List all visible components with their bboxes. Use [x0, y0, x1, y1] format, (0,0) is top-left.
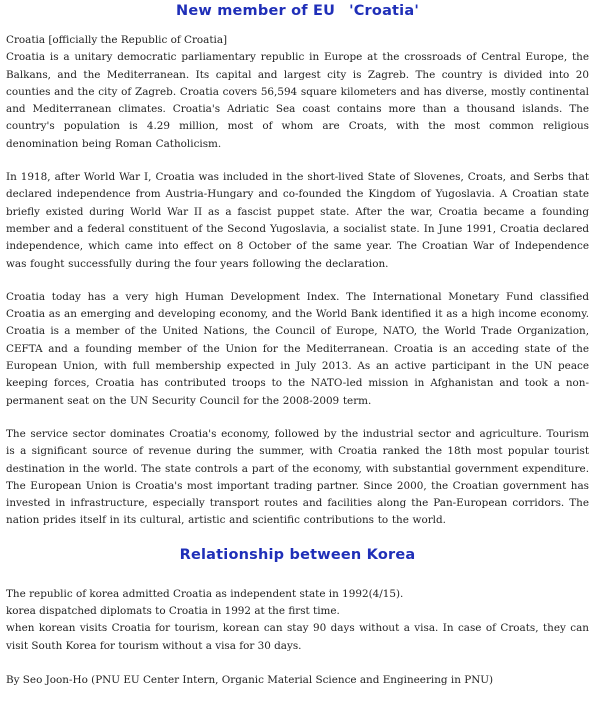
article-title-left: New member of EU — [176, 3, 336, 19]
article-title — [6, 2, 589, 20]
korea-line-1: The republic of korea admitted Croatia as independent state in 1992(4/15). — [6, 587, 404, 600]
paragraph-history: In 1918, after World War I, Croatia was included in the short-lived State of Slovenes, Croats, and Serbs that declared independence from Austria-Hungary and co-founded the Kingdom of Yugoslavia. A Croatian state briefly existed during World War II as a fascist puppet state. After the war, Croatia became a founding member and a federal constituent of the Second Yugoslavia, a socialist state. In June 1991, Croatia declared independence, which came into effect on 8 October of the same year. The Croatian War of Independence was fought successfully during the four years following the declaration. — [6, 171, 589, 270]
paragraph-overview: Croatia is a unitary democratic parliamentary republic in Europe at the crossroads of Central Europe, the Balkans, and the Mediterranean. Its capital and largest city is Zagreb. The country is divided into 20 counties and the city of Zagreb. Croatia covers 56,594 square kilometers and has diverse, mostly continental and Mediterranean climates. Croatia's Adriatic Sea coast contains more than a thousand islands. The country's population is 4.29 million, most of whom are Croats, with the most common religious denomination being Roman Catholicism. — [6, 51, 589, 150]
spacer — [6, 564, 589, 586]
section-title-korea: Relationship between Korea — [179, 546, 416, 563]
author-byline: By Seo Joon-Ho (PNU EU Center Intern, Organic Material Science and Engineering in PNU) — [6, 673, 494, 686]
spacer — [6, 153, 589, 169]
spacer — [6, 273, 589, 289]
paragraph-international: Croatia today has a very high Human Development Index. The International Monetary Fund classified Croatia as an emerging and developing economy, and the World Bank identified it as a high income economy. Croatia is a member of the United Nations, the Council of Europe, NATO, the World Trade Organization, CEFTA and a founding member of the Union for the Mediterranean. Croatia is an acceding state of the European Union, with full membership expected in July 2013. As an active participant in the UN peace keeping forces, Croatia has contributed troops to the NATO-led mission in Afghanistan and took a non-permanent seat on the UN Security Council for the 2008-2009 term. — [6, 290, 590, 407]
spacer — [6, 410, 589, 426]
korea-line-2: korea dispatched diplomats to Croatia in 1992 at the first time. — [6, 605, 340, 618]
korea-line-3: when korean visits Croatia for tourism, korean can stay 90 days without a visa. In case of Croats, they can visit South Korea for tourism without a visa for 30 days. — [6, 622, 589, 652]
spacer — [6, 655, 589, 672]
intro-heading: Croatia [officially the Republic of Croatia] — [6, 34, 228, 46]
paragraph-economy: The service sector dominates Croatia's economy, followed by the industrial sector and agriculture. Tourism is a significant source of revenue during the summer, with Croatia ranked the 18th most popular tourist destination in the world. The state controls a part of the economy, with substantial government expenditure. The European Union is Croatia's most important trading partner. Since 2000, the Croatian government has invested in infrastructure, especially transport routes and facilities along the Pan-European corridors. The nation prides itself in its cultural, artistic and scientific contributions to the world. — [6, 427, 589, 527]
article-title-right: 'Croatia' — [349, 3, 419, 19]
spacer — [6, 20, 589, 32]
